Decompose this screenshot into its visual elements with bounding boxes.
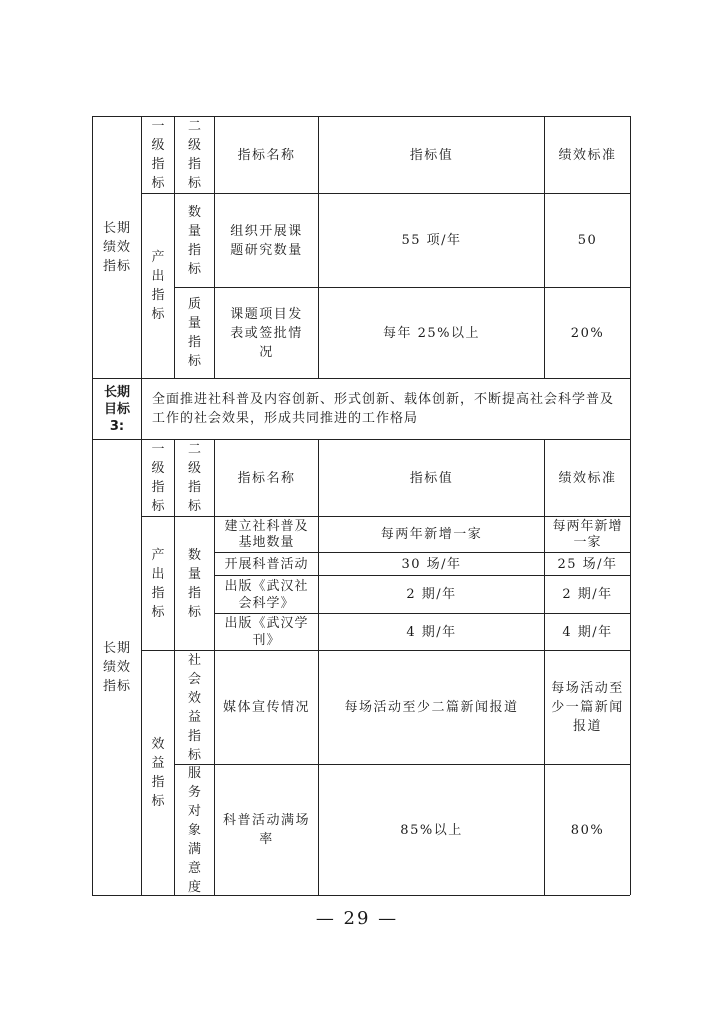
indicator-name: 开展科普活动 <box>224 556 309 572</box>
indicator-standard: 每两年新增一家 <box>552 518 623 550</box>
indicator-name-cell <box>215 194 318 287</box>
indicator-value: 55 项/年 <box>401 233 462 248</box>
indicator-value-cell <box>319 765 544 895</box>
header-level1 <box>142 117 174 193</box>
indicator-value-cell <box>319 517 544 552</box>
category-cell <box>93 117 141 378</box>
indicator-standard: 4 期/年 <box>562 624 613 640</box>
indicator-standard-cell <box>545 651 630 764</box>
indicator-name: 媒体宣传情况 <box>222 700 310 715</box>
category-label: 长期绩效指标 <box>102 221 131 274</box>
header-level1-label: 一级指标 <box>151 442 165 514</box>
indicator-standard: 80% <box>570 822 605 838</box>
header-value-label: 指标值 <box>409 470 454 486</box>
indicator-name-cell <box>215 614 318 650</box>
sub-indicator-label: 服务对象满意度 <box>187 765 201 895</box>
sub-indicator-cell <box>175 765 214 895</box>
header-standard <box>545 440 630 516</box>
sub-indicator-label: 社会效益指标 <box>187 652 201 763</box>
goal-label: 长期目标3: <box>103 384 130 434</box>
group-output-cell <box>142 517 174 650</box>
sub-indicator-label: 数量指标 <box>187 204 201 277</box>
page-number: — 29 — <box>315 908 399 929</box>
indicator-value-cell <box>319 553 544 575</box>
sub-indicator-label: 质量指标 <box>187 297 201 369</box>
category-cell <box>93 440 141 895</box>
indicator-standard: 2 期/年 <box>562 587 613 602</box>
goal-text: 全面推进社科普及内容创新、形式创新、载体创新，不断提高社会科学普及工作的社会效果，形成共同推进的工作格局 <box>152 392 615 426</box>
goal-label-cell <box>93 379 141 439</box>
indicator-standard: 25 场/年 <box>557 556 618 572</box>
category-label: 长期绩效指标 <box>102 641 131 694</box>
indicator-value: 4 期/年 <box>406 624 457 640</box>
group-benefit-cell <box>142 651 174 895</box>
group-label: 效益指标 <box>151 737 165 809</box>
indicator-value: 每年 25%以上 <box>382 325 481 341</box>
indicator-value-cell <box>319 576 544 613</box>
header-value-label: 指标值 <box>409 147 454 163</box>
header-level2 <box>175 440 214 516</box>
indicator-value: 2 期/年 <box>406 587 457 602</box>
indicator-value: 85%以上 <box>400 822 463 838</box>
indicator-standard: 50 <box>577 233 598 248</box>
indicator-name: 出版《武汉学刊》 <box>224 616 309 648</box>
indicator-value: 每场活动至少二篇新闻报道 <box>344 700 519 715</box>
indicator-standard-cell <box>545 288 630 378</box>
indicator-name-cell <box>215 765 318 895</box>
sub-indicator-cell <box>175 517 214 650</box>
indicator-name-cell <box>215 553 318 575</box>
indicator-value-cell <box>319 651 544 764</box>
indicator-name: 建立社科普及基地数量 <box>224 518 309 550</box>
indicator-name-cell <box>215 651 318 764</box>
indicator-name-cell <box>215 517 318 552</box>
indicator-standard: 20% <box>570 325 605 341</box>
table-border-right <box>630 116 631 895</box>
indicator-standard-cell <box>545 614 630 650</box>
header-value <box>319 117 544 193</box>
indicator-standard-cell <box>545 553 630 575</box>
indicator-name: 组织开展课题研究数量 <box>230 223 303 258</box>
indicator-value-cell <box>319 288 544 378</box>
header-standard-label: 绩效标准 <box>558 147 617 163</box>
goal-text-cell <box>142 379 630 439</box>
indicator-value: 30 场/年 <box>401 556 462 572</box>
indicator-standard-cell <box>545 517 630 552</box>
sub-indicator-cell <box>175 194 214 287</box>
indicator-name: 出版《武汉社会科学》 <box>224 578 309 611</box>
header-value <box>319 440 544 516</box>
indicator-name-cell <box>215 288 318 378</box>
header-name <box>215 440 318 516</box>
indicator-standard: 每场活动至少一篇新闻报道 <box>551 681 624 734</box>
header-level2-label: 二级指标 <box>187 442 201 514</box>
sub-indicator-cell <box>175 651 214 764</box>
indicator-value-cell <box>319 194 544 287</box>
header-standard <box>545 117 630 193</box>
indicator-name: 科普活动满场率 <box>222 813 310 847</box>
indicator-value: 每两年新增一家 <box>380 527 483 542</box>
indicator-name-cell <box>215 576 318 613</box>
indicator-standard-cell <box>545 576 630 613</box>
header-name-label: 指标名称 <box>237 147 296 163</box>
header-level2 <box>175 117 214 193</box>
table-border-bottom <box>92 895 630 896</box>
sub-indicator-cell <box>175 288 214 378</box>
header-standard-label: 绩效标准 <box>558 470 617 486</box>
indicator-standard-cell <box>545 765 630 895</box>
group-label: 产出指标 <box>151 547 165 620</box>
indicator-standard-cell <box>545 194 630 287</box>
header-level2-label: 二级指标 <box>187 119 201 191</box>
header-level1 <box>142 440 174 516</box>
group-output-cell <box>142 194 174 378</box>
group-label: 产出指标 <box>151 250 165 322</box>
sub-indicator-label: 数量指标 <box>187 547 201 620</box>
header-level1-label: 一级指标 <box>151 119 165 191</box>
header-name <box>215 117 318 193</box>
indicator-value-cell <box>319 614 544 650</box>
indicator-name: 课题项目发表或签批情况 <box>230 306 303 360</box>
header-name-label: 指标名称 <box>237 470 296 486</box>
